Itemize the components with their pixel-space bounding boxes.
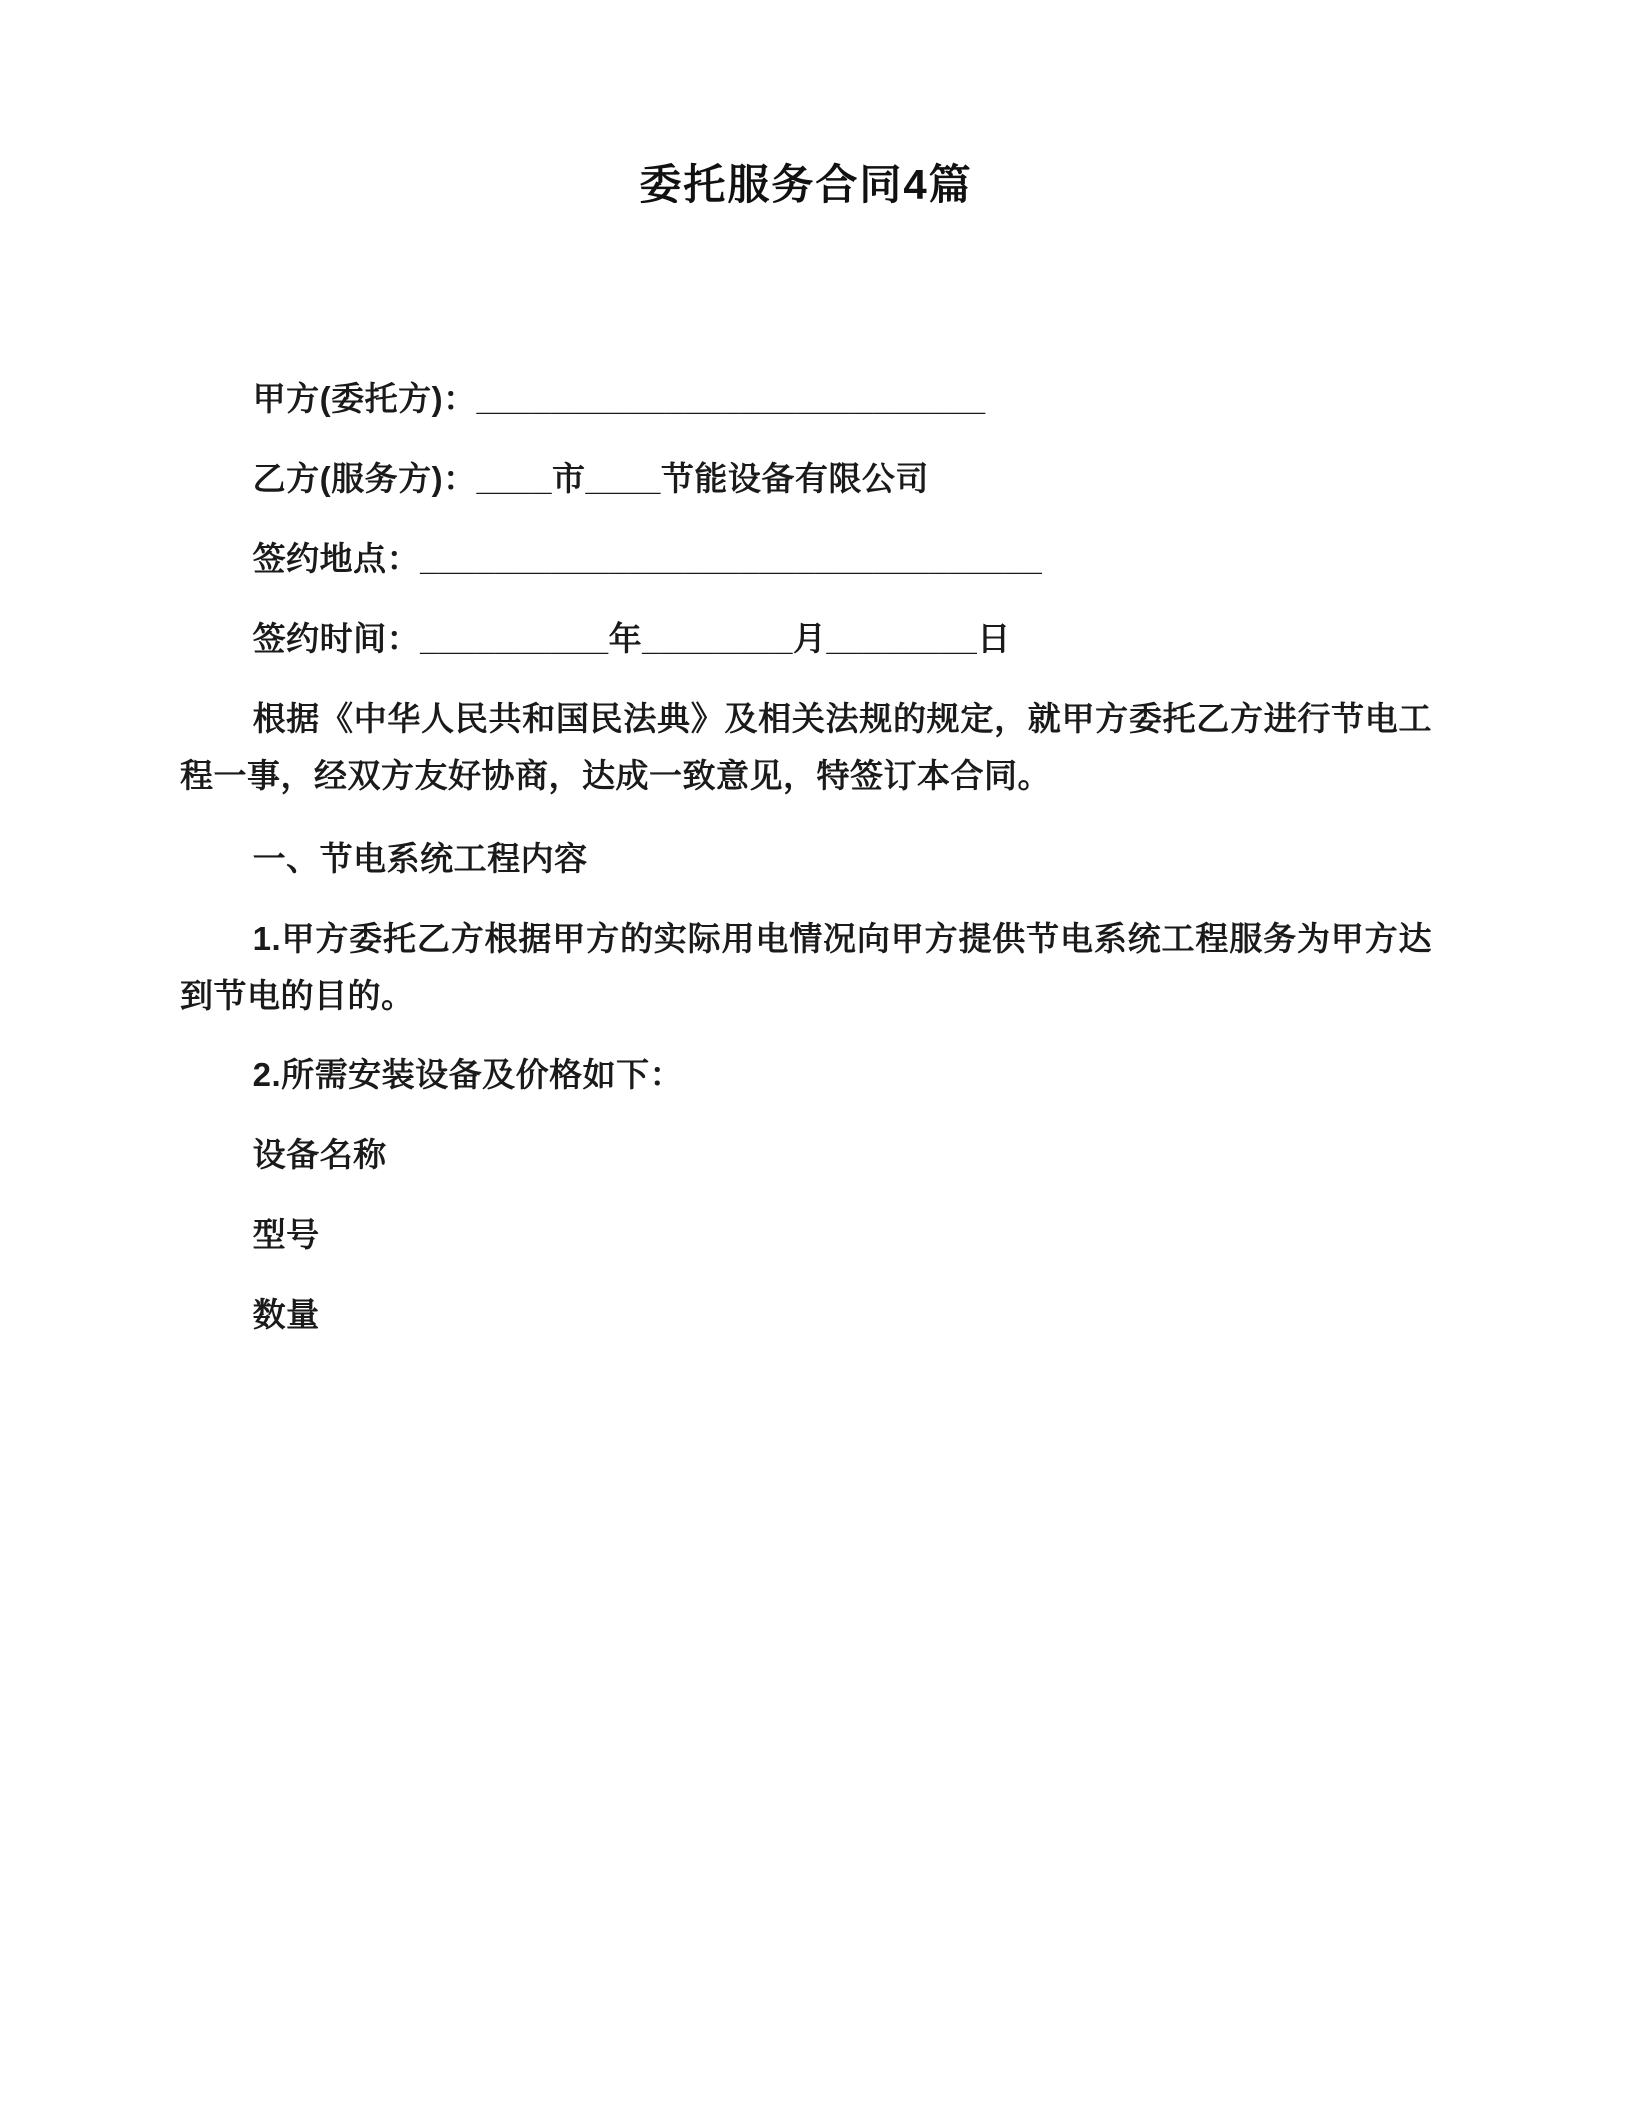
section-1-heading: 一、节电系统工程内容 bbox=[252, 840, 588, 877]
party-b-line: 乙方(服务方)：____市____节能设备有限公司 bbox=[252, 460, 929, 497]
document-title: 委托服务合同4篇 bbox=[639, 161, 973, 208]
clause-1-paragraph: 1.甲方委托乙方根据甲方的实际用电情况向甲方提供节电系统工程服务为甲方达到节电的目的。 bbox=[180, 920, 1432, 1014]
device-name-label: 设备名称 bbox=[252, 1136, 387, 1173]
signing-place-line: 签约地点：_________________________________ bbox=[252, 540, 1043, 577]
clause-2-paragraph: 2.所需安装设备及价格如下： bbox=[252, 1056, 684, 1093]
signing-date-line: 签约时间：__________年________月________日 bbox=[252, 620, 1011, 657]
model-label: 型号 bbox=[252, 1216, 320, 1253]
quantity-label: 数量 bbox=[252, 1296, 320, 1333]
document-body bbox=[180, 370, 1432, 1343]
party-a-line: 甲方(委托方)：___________________________ bbox=[252, 380, 986, 417]
preamble-paragraph: 根据《中华人民共和国民法典》及相关法规的规定，就甲方委托乙方进行节电工程一事，经双方友好协商，达成一致意见，特签订本合同。 bbox=[180, 700, 1432, 794]
